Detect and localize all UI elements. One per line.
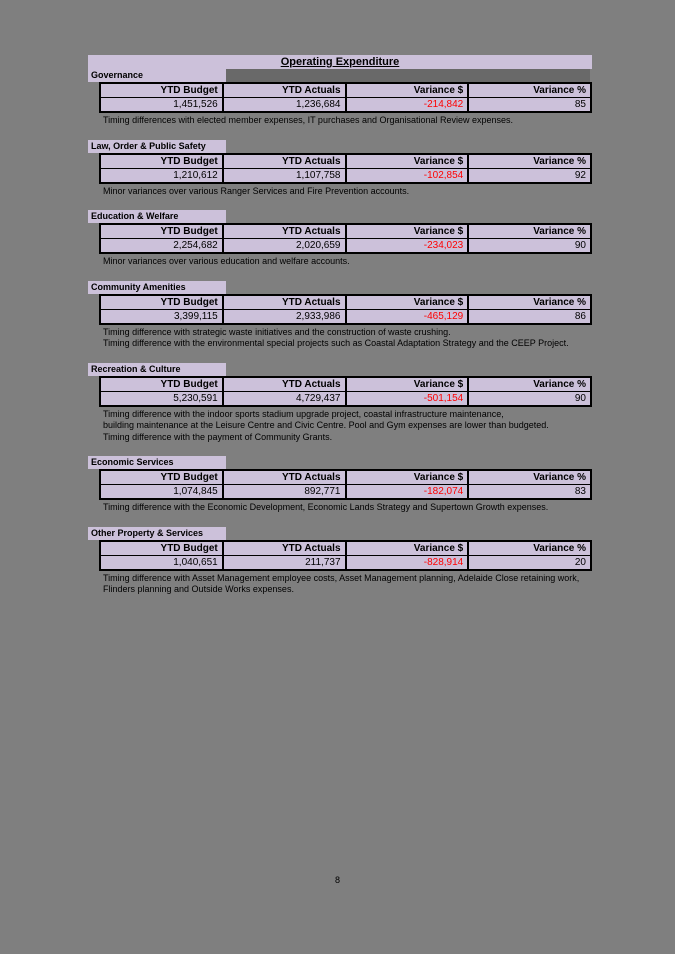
section-other-property-services [88, 527, 592, 596]
header-ytd-actuals: YTD Actuals [223, 224, 346, 239]
section-label-row [88, 69, 592, 82]
table-header-row [100, 295, 591, 310]
title-shadow [226, 69, 590, 82]
header-variance-percent: Variance % [468, 295, 591, 310]
variance-percent-value: 90 [468, 239, 591, 254]
header-variance-dollars: Variance $ [346, 470, 469, 485]
table-header-row [100, 224, 591, 239]
table-header-row [100, 154, 591, 169]
note-line: Timing difference with strategic waste initiatives and the construction of waste crushing. [103, 326, 451, 337]
header-variance-dollars: Variance $ [346, 541, 469, 556]
ytd-actuals-value: 2,020,659 [223, 239, 346, 254]
variance-dollars-value: -102,854 [346, 168, 469, 183]
header-variance-percent: Variance % [468, 224, 591, 239]
variance-percent-value: 86 [468, 309, 591, 324]
budget-table [99, 223, 592, 254]
section-notes [103, 502, 592, 514]
budget-table [99, 82, 592, 113]
section-governance [88, 69, 592, 127]
header-variance-dollars: Variance $ [346, 224, 469, 239]
section-law-order-public-safety [88, 140, 592, 198]
variance-percent-value: 90 [468, 391, 591, 406]
budget-table [99, 153, 592, 184]
table-value-row [100, 168, 591, 183]
ytd-actuals-value: 211,737 [223, 555, 346, 570]
section-label-row [88, 140, 592, 153]
variance-dollars-value: -501,154 [346, 391, 469, 406]
note-line: building maintenance at the Leisure Centre and Civic Centre. Pool and Gym expenses are lower than budgeted. [103, 420, 549, 430]
note-line: Timing differences with elected member expenses, IT purchases and Organisational Review expenses. [103, 115, 514, 125]
page-number: 8 [334, 875, 340, 885]
header-variance-dollars: Variance $ [346, 154, 469, 169]
section-label: Education & Welfare [88, 210, 226, 223]
table-value-row [100, 485, 591, 500]
variance-dollars-value: -234,023 [346, 239, 469, 254]
report-title: Operating Expenditure [280, 56, 400, 68]
note-line: Minor variances over various Ranger Services and Fire Prevention accounts. [103, 185, 410, 196]
note-line: Flinders planning and Outside Works expenses. [103, 584, 294, 594]
variance-dollars-value: -182,074 [346, 485, 469, 500]
section-label: Recreation & Culture [88, 363, 226, 376]
section-label: Law, Order & Public Safety [88, 140, 226, 153]
header-ytd-budget: YTD Budget [100, 295, 223, 310]
header-variance-dollars: Variance $ [346, 295, 469, 310]
header-variance-percent: Variance % [468, 154, 591, 169]
ytd-actuals-value: 4,729,437 [223, 391, 346, 406]
table-header-row [100, 470, 591, 485]
section-label-row [88, 210, 592, 223]
section-community-amenities [88, 281, 592, 350]
section-label-row [88, 281, 592, 294]
report-page [88, 55, 592, 609]
header-variance-percent: Variance % [468, 377, 591, 392]
header-ytd-actuals: YTD Actuals [223, 83, 346, 98]
note-line: Minor variances over various education and welfare accounts. [103, 256, 350, 266]
header-ytd-budget: YTD Budget [100, 224, 223, 239]
section-notes [103, 573, 592, 596]
budget-table [99, 540, 592, 571]
ytd-budget-value: 1,210,612 [100, 168, 223, 183]
section-economic-services [88, 456, 592, 514]
section-label-row [88, 456, 592, 469]
section-label: Community Amenities [88, 281, 226, 294]
header-ytd-budget: YTD Budget [100, 154, 223, 169]
ytd-budget-value: 1,040,651 [100, 555, 223, 570]
table-value-row [100, 98, 591, 113]
budget-table [99, 294, 592, 325]
ytd-budget-value: 1,451,526 [100, 98, 223, 113]
ytd-budget-value: 1,074,845 [100, 485, 223, 500]
section-notes [103, 186, 592, 198]
header-variance-dollars: Variance $ [346, 377, 469, 392]
ytd-budget-value: 2,254,682 [100, 239, 223, 254]
table-value-row [100, 239, 591, 254]
header-ytd-actuals: YTD Actuals [223, 470, 346, 485]
ytd-actuals-value: 1,236,684 [223, 98, 346, 113]
header-variance-percent: Variance % [468, 470, 591, 485]
variance-percent-value: 92 [468, 168, 591, 183]
note-line: Timing difference with the indoor sports stadium upgrade project, coastal infrastructure maintenance, [103, 408, 504, 419]
ytd-actuals-value: 1,107,758 [223, 168, 346, 183]
section-notes [103, 409, 592, 444]
header-ytd-actuals: YTD Actuals [223, 541, 346, 556]
ytd-budget-value: 5,230,591 [100, 391, 223, 406]
note-line: Timing difference with the payment of Community Grants. [103, 431, 333, 442]
note-line: Timing difference with the environmental special projects such as Coastal Adaptation Strategy and the CEEP Project. [103, 338, 569, 348]
header-variance-dollars: Variance $ [346, 83, 469, 98]
variance-dollars-value: -465,129 [346, 309, 469, 324]
ytd-actuals-value: 892,771 [223, 485, 346, 500]
report-title-bar [88, 55, 592, 69]
table-header-row [100, 83, 591, 98]
section-label-row [88, 363, 592, 376]
section-notes [103, 327, 592, 350]
table-value-row [100, 555, 591, 570]
section-label: Governance [88, 69, 226, 82]
header-ytd-budget: YTD Budget [100, 541, 223, 556]
note-line: Timing difference with the Economic Development, Economic Lands Strategy and Supertown Growth expenses. [103, 502, 549, 512]
header-ytd-budget: YTD Budget [100, 83, 223, 98]
section-recreation-culture [88, 363, 592, 444]
variance-dollars-value: -214,842 [346, 98, 469, 113]
header-ytd-budget: YTD Budget [100, 470, 223, 485]
budget-table [99, 469, 592, 500]
header-ytd-actuals: YTD Actuals [223, 154, 346, 169]
section-notes [103, 115, 592, 127]
variance-percent-value: 83 [468, 485, 591, 500]
section-education-welfare [88, 210, 592, 268]
section-notes [103, 256, 592, 268]
section-label: Economic Services [88, 456, 226, 469]
variance-dollars-value: -828,914 [346, 555, 469, 570]
variance-percent-value: 85 [468, 98, 591, 113]
section-label: Other Property & Services [88, 527, 226, 540]
header-variance-percent: Variance % [468, 541, 591, 556]
budget-table [99, 376, 592, 407]
header-ytd-budget: YTD Budget [100, 377, 223, 392]
section-label-row [88, 527, 592, 540]
header-ytd-actuals: YTD Actuals [223, 295, 346, 310]
ytd-actuals-value: 2,933,986 [223, 309, 346, 324]
table-value-row [100, 309, 591, 324]
table-header-row [100, 377, 591, 392]
header-variance-percent: Variance % [468, 83, 591, 98]
variance-percent-value: 20 [468, 555, 591, 570]
ytd-budget-value: 3,399,115 [100, 309, 223, 324]
table-value-row [100, 391, 591, 406]
note-line: Timing difference with Asset Management employee costs, Asset Management planning, Adelaide Close retaining work, [103, 572, 580, 583]
table-header-row [100, 541, 591, 556]
header-ytd-actuals: YTD Actuals [223, 377, 346, 392]
